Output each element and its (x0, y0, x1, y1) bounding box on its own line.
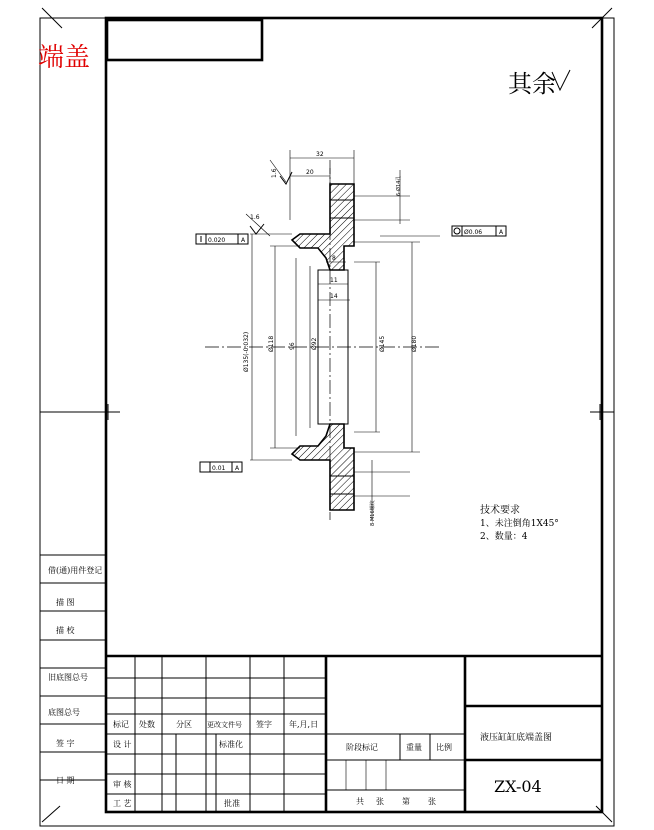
svg-text:A: A (241, 237, 246, 244)
stage-mark-label: 阶段标记 (346, 743, 378, 752)
dim-roughness-1: 1.6 (271, 168, 278, 178)
rev-header-4: 签字 (256, 720, 272, 729)
top-left-box (107, 20, 262, 60)
scale-label: 比例 (436, 743, 452, 752)
weight-label: 重量 (406, 743, 422, 752)
dim-inner-11: 11 (330, 277, 338, 284)
dim-dia-a: 96 (289, 342, 296, 350)
dim-dia-outer: Ø145 (379, 335, 386, 352)
tol-frame-position (452, 226, 506, 236)
svg-text:A: A (235, 465, 240, 472)
hole-note-top: 6-Ø14孔 (396, 175, 402, 196)
dim-inner-14: 14 (330, 293, 338, 300)
left-strip-4: 底图总号 (48, 708, 80, 717)
sign-process: 工 艺 (113, 799, 132, 808)
sheet-page-label: 第 (402, 797, 410, 806)
sign-standardize: 标准化 (219, 740, 243, 749)
tol-frame-runout (196, 234, 248, 244)
left-strip-2: 描 校 (56, 626, 75, 635)
svg-text:Ø0.06: Ø0.06 (464, 229, 483, 236)
rev-header-5: 年,月,日 (289, 720, 319, 729)
left-strip-3: 旧底图总号 (48, 673, 88, 682)
drawing-frame (106, 18, 602, 812)
rev-header-0: 标记 (113, 720, 129, 729)
drawing-number: ZX-04 (494, 777, 542, 796)
hole-note-bottom: 8-M16螺纹 (370, 500, 376, 526)
dim-dia-left: Ø135(-0.032) (243, 331, 250, 372)
dim-inner-8: 8 (332, 255, 336, 262)
dim-dia-b: Ø92 (311, 337, 318, 350)
sheet-total-label: 共 (356, 797, 364, 806)
svg-text:A: A (499, 229, 504, 236)
sheet-unit-2: 张 (428, 797, 436, 806)
left-strip-0: 借(通)用件登记 (48, 566, 103, 575)
drawing-title: 液压缸缸底端盖图 (480, 733, 553, 743)
rev-header-3: 更改文件号 (207, 721, 242, 729)
svg-text:0.020: 0.020 (208, 237, 226, 244)
center-lines (205, 160, 440, 520)
rev-header-1: 处数 (139, 720, 155, 729)
tech-req-item-1: 1、未注倒角1X45° (480, 519, 559, 529)
tech-req-heading: 技术要求 (480, 505, 520, 516)
dim-overall-width: 32 (316, 151, 324, 158)
left-strip-1: 描 图 (56, 598, 75, 607)
dim-dia-bore: Ø118 (268, 335, 275, 352)
svg-text:0.01: 0.01 (212, 465, 226, 472)
sign-approve: 批准 (224, 799, 240, 808)
part-name: 端盖 (38, 43, 91, 73)
tech-req-item-2: 2、数量：4 (480, 532, 528, 542)
tol-frame-flatness (200, 462, 242, 472)
sheet-unit-1: 张 (376, 797, 384, 806)
sign-design: 设 计 (113, 740, 132, 749)
left-strip-6: 日 期 (56, 776, 75, 785)
roughness-symbol-icon (250, 224, 264, 234)
roughness-note: 其余 (508, 70, 556, 98)
left-strip-5: 签 字 (56, 739, 75, 748)
dim-dia-max: Ø180 (411, 335, 418, 352)
sign-review: 审 核 (113, 780, 132, 789)
dim-flange-width: 20 (306, 169, 314, 176)
dim-roughness-2: 1.6 (250, 214, 260, 221)
rev-header-2: 分区 (176, 720, 192, 729)
